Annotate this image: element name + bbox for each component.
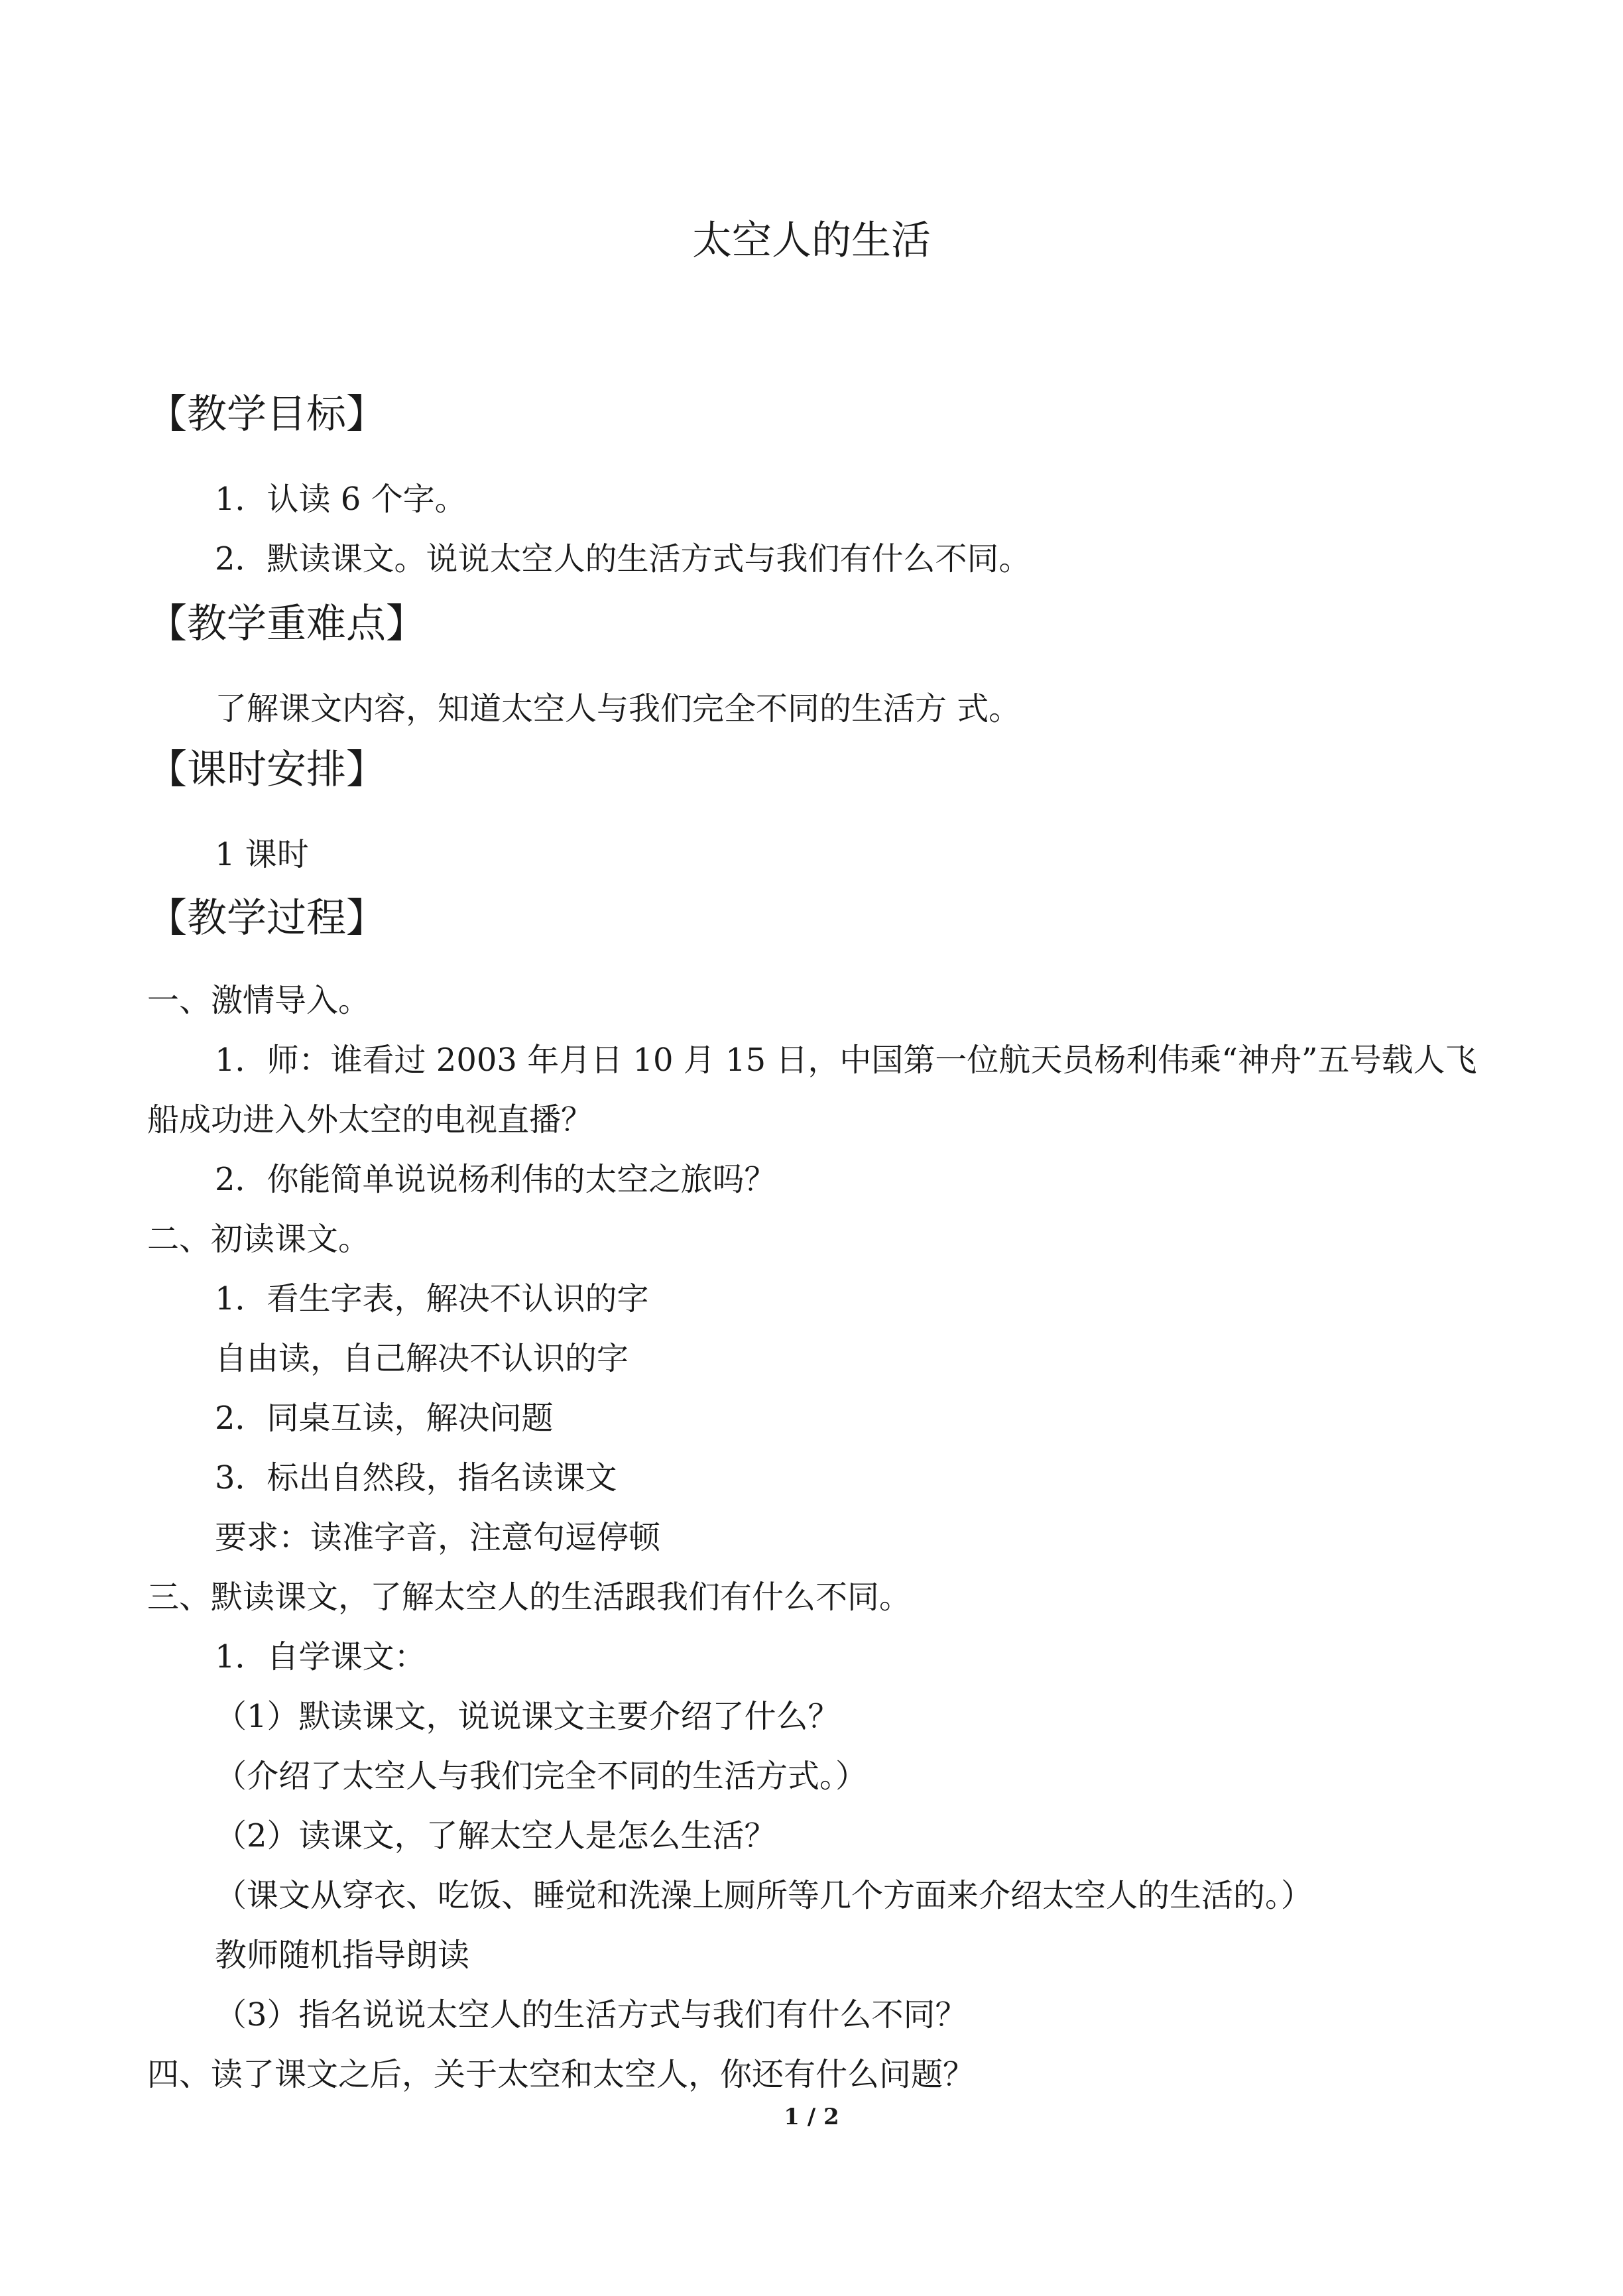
process-line: 1．自学课文： xyxy=(215,1638,426,1675)
process-line: 1．看生字表，解决不认识的字 xyxy=(215,1280,649,1317)
heading-schedule: 【课时安排】 xyxy=(147,747,386,793)
document-title: 太空人的生活 xyxy=(692,217,931,264)
process-line: （3）指名说说太空人的生活方式与我们有什么不同？ xyxy=(215,1996,967,2033)
key-points-text: 了解课文内容，知道太空人与我们完全不同的生活方 式。 xyxy=(215,690,1021,727)
process-line: （课文从穿衣、吃饭、睡觉和洗澡上厕所等几个方面来介绍太空人的生活的。） xyxy=(215,1877,1313,1914)
process-line: （介绍了太空人与我们完全不同的生活方式。） xyxy=(215,1758,868,1795)
objective-item-1: 1．认读 6 个字。 xyxy=(215,481,467,518)
process-line: 1．师：谁看过 2003 年月日 10 月 15 日，中国第一位航天员杨利伟乘“神舟”五号载人飞 xyxy=(215,1042,1477,1079)
process-line: 2．同桌互读，解决问题 xyxy=(215,1400,554,1437)
heading-process: 【教学过程】 xyxy=(147,895,386,941)
page-number: 1 / 2 xyxy=(784,2104,839,2130)
process-line: 船成功进入外太空的电视直播？ xyxy=(147,1101,593,1138)
process-line: 二、初读课文。 xyxy=(147,1221,371,1258)
schedule-text: 1 课时 xyxy=(215,836,309,873)
process-line: 要求：读准字音，注意句逗停顿 xyxy=(215,1519,661,1556)
process-line: 教师随机指导朗读 xyxy=(215,1937,470,1974)
objective-item-2: 2．默读课文。说说太空人的生活方式与我们有什么不同。 xyxy=(215,540,1031,577)
process-line: （2）读课文，了解太空人是怎么生活？ xyxy=(215,1817,776,1854)
heading-key-points: 【教学重难点】 xyxy=(147,601,426,647)
heading-objectives: 【教学目标】 xyxy=(147,391,386,438)
process-line: 一、激情导入。 xyxy=(147,982,371,1019)
process-line: （1）默读课文，说说课文主要介绍了什么？ xyxy=(215,1698,840,1735)
process-line: 2．你能简单说说杨利伟的太空之旅吗？ xyxy=(215,1161,776,1198)
process-line: 3．标出自然段，指名读课文 xyxy=(215,1459,617,1496)
process-line: 三、默读课文，了解太空人的生活跟我们有什么不同。 xyxy=(147,1579,912,1616)
process-line: 四、读了课文之后，关于太空和太空人，你还有什么问题？ xyxy=(147,2056,975,2093)
process-line: 自由读，自己解决不认识的字 xyxy=(215,1340,629,1377)
